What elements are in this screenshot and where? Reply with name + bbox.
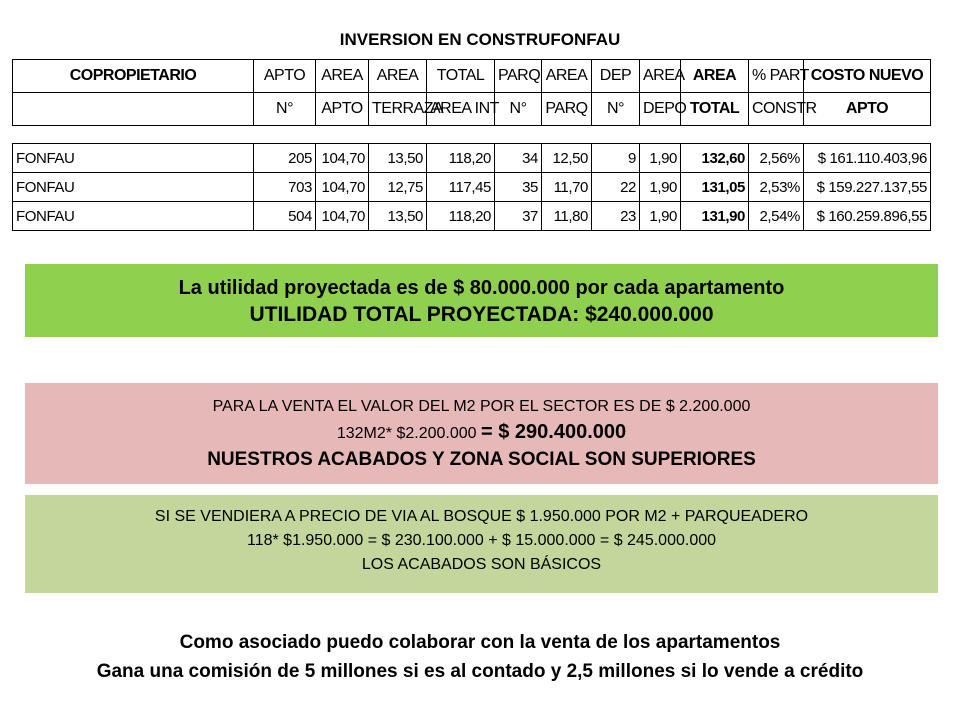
cell-dep: 23 xyxy=(592,202,640,231)
table-row xyxy=(13,144,931,173)
utility-box xyxy=(25,264,938,337)
header-parq-sub: PARQ xyxy=(542,93,592,126)
cell-area-apto: 104,70 xyxy=(316,144,369,173)
header-part: % PART xyxy=(749,60,804,93)
cell-costo: $ 161.110.403,96 xyxy=(804,144,931,173)
header-terraza: TERRAZA xyxy=(369,93,427,126)
cell-area-total: 131,90 xyxy=(681,202,749,231)
header-apto: APTO xyxy=(254,60,316,93)
header-row-1 xyxy=(13,60,931,93)
data-table xyxy=(12,143,931,231)
cell-part: 2,53% xyxy=(749,173,804,202)
utility-total: UTILIDAD TOTAL PROYECTADA: $240.000.000 xyxy=(249,303,714,326)
header-copropietario: COPROPIETARIO xyxy=(13,60,254,93)
cell-costo: $ 160.259.896,55 xyxy=(804,202,931,231)
cell-area-int: 118,20 xyxy=(427,202,495,231)
sale-price-line: PARA LA VENTA EL VALOR DEL M2 POR EL SECTOR ES DE $ 2.200.000 xyxy=(212,398,751,415)
cell-area-parq: 11,80 xyxy=(542,202,592,231)
cell-area-terraza: 13,50 xyxy=(369,144,427,173)
bosque-calculation: 118* $1.950.000 = $ 230.100.000 + $ 15.000.000 = $ 245.000.000 xyxy=(246,532,717,549)
cell-area-depo: 1,90 xyxy=(640,144,681,173)
header-total-sub: TOTAL xyxy=(681,93,749,126)
header-table xyxy=(12,59,931,126)
table-row xyxy=(13,202,931,231)
header-dep: DEP xyxy=(592,60,640,93)
page-title: INVERSION EN CONSTRUFONFAU xyxy=(339,30,621,49)
cell-copropietario: FONFAU xyxy=(13,144,254,173)
table-row xyxy=(13,173,931,202)
cell-area-apto: 104,70 xyxy=(316,173,369,202)
footer-associate-note: Como asociado puedo colaborar con la venta de los apartamentos xyxy=(179,632,781,653)
header-area-apto: AREA xyxy=(316,60,369,93)
bosque-basic-note: LOS ACABADOS SON BÁSICOS xyxy=(361,556,602,573)
cell-area-depo: 1,90 xyxy=(640,173,681,202)
cell-part: 2,54% xyxy=(749,202,804,231)
header-empty xyxy=(13,93,254,126)
cell-area-int: 117,45 xyxy=(427,173,495,202)
cell-apto: 703 xyxy=(254,173,316,202)
footer-commission-note: Gana una comisión de 5 millones si es al contado y 2,5 millones si lo vende a crédito xyxy=(96,661,864,682)
cell-area-terraza: 13,50 xyxy=(369,202,427,231)
sale-superior-note: NUESTROS ACABADOS Y ZONA SOCIAL SON SUPERIORES xyxy=(207,449,756,470)
cell-apto: 205 xyxy=(254,144,316,173)
header-total: TOTAL xyxy=(427,60,495,93)
cell-dep: 22 xyxy=(592,173,640,202)
sale-calc-result: = $ 290.400.000 xyxy=(480,421,627,443)
cell-area-int: 118,20 xyxy=(427,144,495,173)
cell-parq: 34 xyxy=(495,144,542,173)
bosque-price-line: SI SE VENDIERA A PRECIO DE VIA AL BOSQUE $ 1.950.000 POR M2 + PARQUEADERO xyxy=(154,508,809,525)
sale-calculation xyxy=(25,419,938,447)
cell-area-total: 131,05 xyxy=(681,173,749,202)
sale-calc-prefix: 132M2* $2.200.000 xyxy=(336,425,477,442)
cell-area-total: 132,60 xyxy=(681,144,749,173)
cell-area-depo: 1,90 xyxy=(640,202,681,231)
cell-parq: 35 xyxy=(495,173,542,202)
cell-area-parq: 11,70 xyxy=(542,173,592,202)
cell-apto: 504 xyxy=(254,202,316,231)
cell-costo: $ 159.227.137,55 xyxy=(804,173,931,202)
header-apto-num: N° xyxy=(254,93,316,126)
header-apto-cost: APTO xyxy=(804,93,931,126)
bosque-box xyxy=(25,495,938,593)
cell-area-parq: 12,50 xyxy=(542,144,592,173)
sale-box xyxy=(25,383,938,484)
cell-copropietario: FONFAU xyxy=(13,202,254,231)
header-constr: CONSTR xyxy=(749,93,804,126)
header-costo-nuevo: COSTO NUEVO xyxy=(804,60,931,93)
header-area-depo: AREA xyxy=(640,60,681,93)
header-area-terraza: AREA xyxy=(369,60,427,93)
header-depo-sub: DEPO xyxy=(640,93,681,126)
cell-area-apto: 104,70 xyxy=(316,202,369,231)
header-apto-sub: APTO xyxy=(316,93,369,126)
header-dep-num: N° xyxy=(592,93,640,126)
header-area-parq: AREA xyxy=(542,60,592,93)
utility-per-apartment: La utilidad proyectada es de $ 80.000.000 por cada apartamento xyxy=(178,277,785,299)
cell-parq: 37 xyxy=(495,202,542,231)
header-area-int: AREA INT xyxy=(427,93,495,126)
header-area-total: AREA xyxy=(681,60,749,93)
cell-area-terraza: 12,75 xyxy=(369,173,427,202)
header-parq-num: N° xyxy=(495,93,542,126)
cell-part: 2,56% xyxy=(749,144,804,173)
cell-copropietario: FONFAU xyxy=(13,173,254,202)
header-row-2 xyxy=(13,93,931,126)
cell-dep: 9 xyxy=(592,144,640,173)
header-parq: PARQ xyxy=(495,60,542,93)
